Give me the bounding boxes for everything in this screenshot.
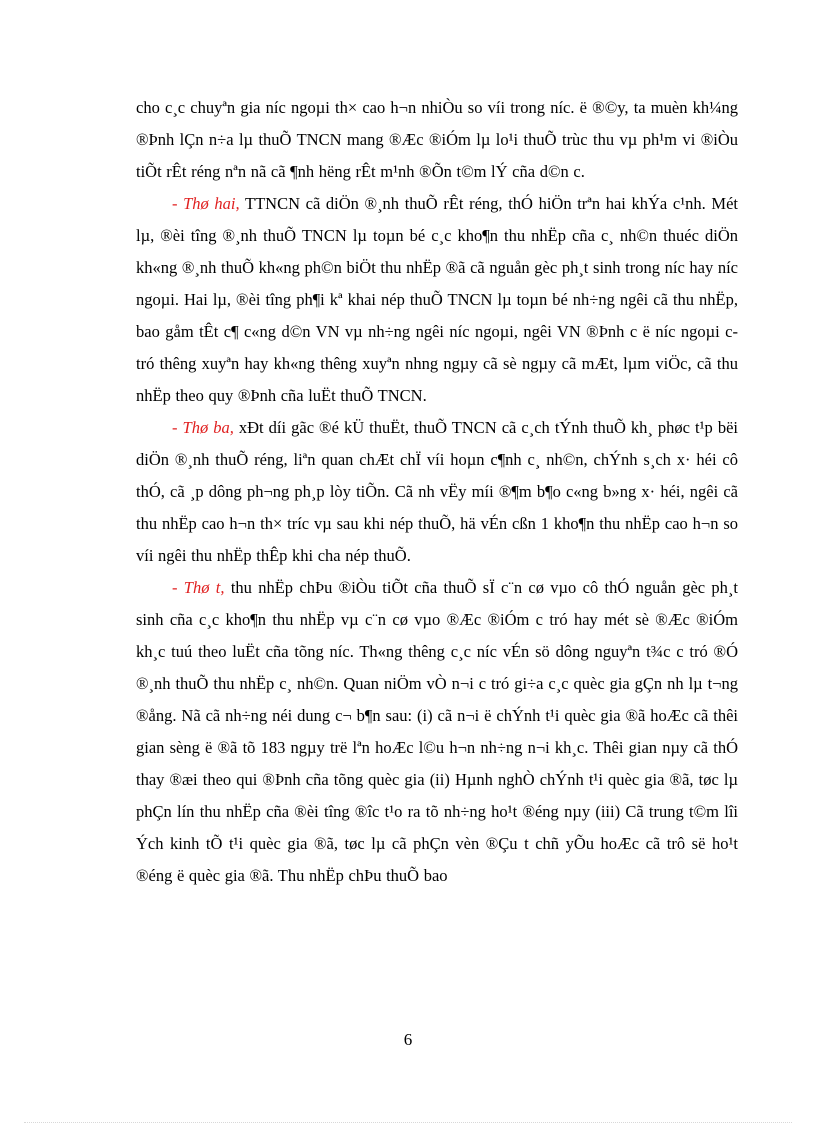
body-text [136,92,738,892]
paragraph-4-text: thu nhËp chÞu ®iÒu tiÕt cña thuÕ sÏ c¨n cø vµo cô thÓ nguån gèc ph¸t sinh cña c¸c kho¶n thu nhËp vµ c¨n cø vµo ®Æc ®iÓm c tró hay mét sè ®Æc ®iÓm kh¸c tuú theo luËt cña tõng níc. Th«ng thêng c¸c níc vÉn sö dông nguyªn t¾c c tró ®Ó ®¸nh thuÕ thu nhËp c¸ nh©n. Quan niÖm vÒ n¬i c tró gi÷a c¸c quèc gia gÇn nh lµ t¬ng ®ång. Nã cã nh÷ng néi dung c¬ b¶n sau: (i) cã n¬i ë chÝnh t¹i quèc gia ®ã hoÆc cã thêi gian sèng ë ®ã tõ 183 ngµy trë lªn hoÆc l©u h¬n nh÷ng n¬i kh¸c. Thêi gian nµy cã thÓ thay ®æi theo qui ®Þnh cña tõng quèc gia (ii) Hµnh nghÒ chÝnh t¹i quèc gia ®ã, tøc lµ phÇn lín thu nhËp cña ®èi tîng ®îc t¹o ra tõ nh÷ng ho¹t ®éng nµy (iii) Cã trung t©m lîi Ých kinh tÕ t¹i quèc gia ®ã, tøc lµ cã phÇn vèn ®Çu t chñ yÕu hoÆc cã trô së ho¹t ®éng ë quèc gia ®ã. Thu nhËp chÞu thuÕ bao [136,578,738,885]
paragraph-3 [136,412,738,572]
paragraph-2-text: TTNCN cã diÖn ®¸nh thuÕ rÊt réng, thÓ hiÖn trªn hai khÝa c¹nh. Mét lµ, ®èi tîng ®¸nh thuÕ TNCN lµ toµn bé c¸c kho¶n thu nhËp cña c¸ nh©n thuéc diÖn kh«ng ®¸nh thuÕ kh«ng ph©n biÖt thu nhËp ®ã cã nguån gèc ph¸t sinh trong níc hay níc ngoµi. Hai lµ, ®èi tîng ph¶i kª khai nép thuÕ TNCN lµ toµn bé nh÷ng ngêi cã thu nhËp, bao gåm tÊt c¶ c«ng d©n VN vµ nh÷ng ngêi níc ngoµi, ngêi VN ®Þnh c ë níc ngoµi c tró thêng xuyªn hay kh«ng thêng xuyªn nhng ngµy cã sè ngµy cã mÆt, lµm viÖc, cã thu nhËp theo quy ®Þnh cña luËt thuÕ TNCN. [136,194,738,405]
paragraph-2-lead: - Thø hai, [172,194,240,213]
paragraph-1 [136,92,738,188]
paragraph-4 [136,572,738,892]
page-number: 6 [403,1030,413,1049]
paragraph-4-lead: - Thø t, [172,578,225,597]
paragraph-1-text: cho c¸c chuyªn gia níc ngoµi th× cao h¬n nhiÒu so víi trong níc. ë ®©y, ta muèn kh¼ng ®Þnh lÇn n÷a lµ thuÕ TNCN mang ®Æc ®iÓm lµ lo¹i thuÕ trùc thu vµ ph¹m vi ®iÒu tiÕt rÊt réng nªn nã cã ¶nh hëng rÊt m¹nh ®Õn t©m lÝ cña d©n c. [136,98,738,181]
paragraph-3-lead: - Thø ba, [172,418,234,437]
paragraph-2 [136,188,738,412]
paragraph-3-text: xÐt díi gãc ®é kÜ thuËt, thuÕ TNCN cã c¸ch tÝnh thuÕ kh¸ phøc t¹p bëi diÖn ®¸nh thuÕ réng, liªn quan chÆt chÏ víi hoµn c¶nh c¸ nh©n, chÝnh s¸ch x· héi cô thÓ, cã ¸p dông ph¬ng ph¸p lòy tiÕn. Cã nh vËy míi ®¶m b¶o c«ng b»ng x· héi, ngêi cã thu nhËp cao h¬n th× tríc vµ sau khi nép thuÕ, hä vÉn cßn 1 kho¶n thu nhËp cao h¬n so víi ngêi thu nhËp thÊp khi cha nép thuÕ. [136,418,738,565]
